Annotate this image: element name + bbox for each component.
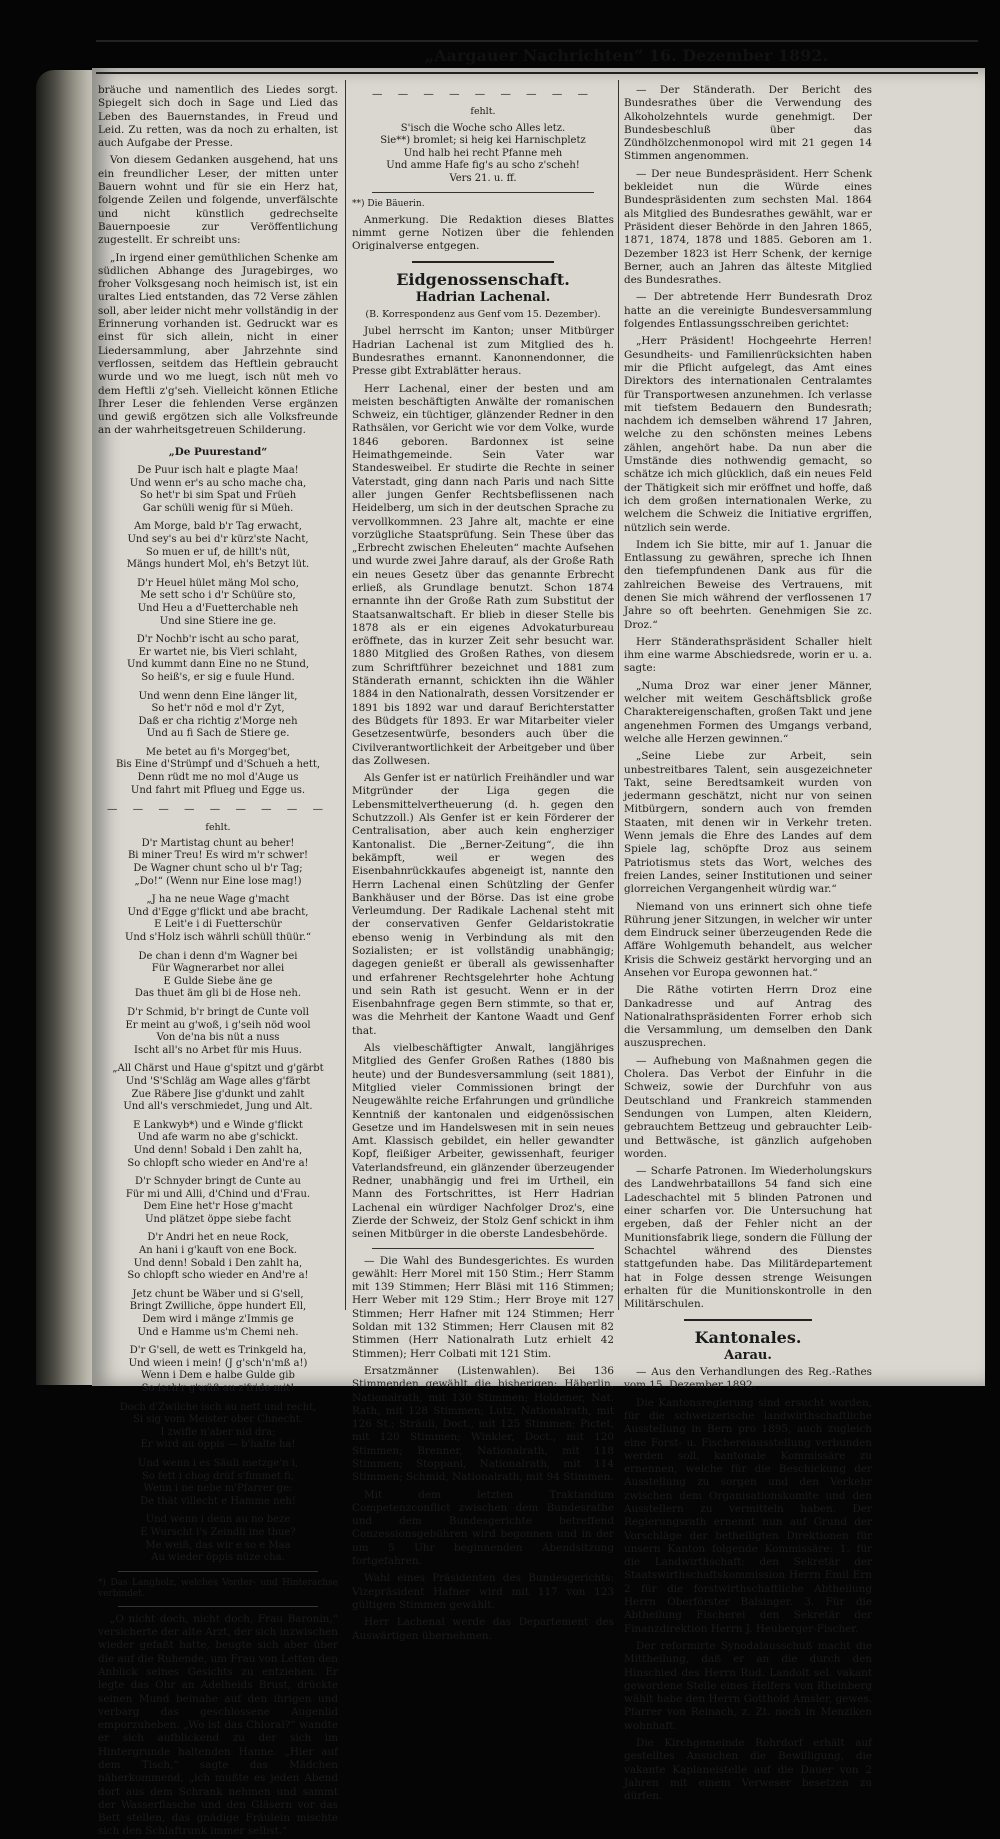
poem-stanza: D'r Nochb'r ischt au scho parat, Er wartet nie, bis Vieri schlaht, Und kummt dann Eine no ne Stund, So heiß's, er sig e fuule Hund. [126, 634, 310, 683]
editorial-note: Anmerkung. Die Redaktion dieses Blattes nimmt gerne Notizen über die fehlenden Originalverse entgegen. [352, 213, 614, 253]
header-title: „Aargauer Nachrichten“ 16. Dezember 1892. [424, 46, 828, 65]
paragraph: Herr Lachenal, einer der besten und am meisten beschäftigten Anwälte der romanischen Schweiz, ein tüchtiger, glänzender Redner in den Rathsälen, vor Gericht wie vor dem Volke, wurde 1846 geboren. Bardonnex ist seine Heimathgemeinde. Sein Vater war Standesweibel. Er studirte die Rechte in seiner Vaterstadt, ging dann nach Paris und nach Sitte aller jungen Genfer Rechtsbeflissenen nach Heidelberg, um sich in der deutschen Sprache zu vervollkommnen. 23 Jahre alt, machte er eine vorzügliche Staatsprüfung. Sein These über das „Erbrecht zwischen Eheleuten“ machte Aufsehen und wurde zwei Jahre darauf, als der Große Rath ein neues Gesetz über das genannte Erbrecht erließ, als Grundlage benutzt. Schon 1874 ernannte ihn der Große Rath zum Substitut der Staatsanwaltschaft. Er blieb in dieser Stelle bis 1878 als er ein eigenes Advokaturbureau eröffnete, das in kurzer Zeit sehr besucht war. 1880 Mitglied des Großen Rathes, von diesem zum Schriftführer bezeichnet und 1881 zum Ständerath ernannt, schickten ihn die Wähler 1884 in den Nationalrath, dessen Vorsitzender er 1891 bis 1892 war und darauf Berichterstatter des Büdgets für 1893. Er war Mitarbeiter vieler Gesetzesentwürfe, besonders auch über die Civilverantwortlichkeit der Arbeitgeber und über das Zollwesen. [352, 382, 614, 767]
separator-line [118, 1571, 318, 1572]
paragraph: „In irgend einer gemüthlichen Schenke am südlichen Abhange des Juragebirges, wo froher Volksgesang noch heimisch ist, ist ein uraltes Lied entstanden, das 72 Verse zählen soll, aber leider nicht mehr vollständig in der Erinnerung vorhanden ist. Gedruckt war es einst für sich allein, nicht in einer Liedersammlung, aber Jahrzehnte sind verflossen, seitdem das Heftlein gebraucht wurde und wo me luegt, isch nüt meh vo dem Heftli z'g'seh. Vielleicht können Etliche Ihrer Leser die fehlenden Verse ergänzen und gewiß ergötzen sich alle Volksfreunde an der wahrheitsgetreuen Schilderung. [98, 251, 338, 437]
omission-dashes: — — — — — — — — — [107, 803, 329, 816]
article-byline: (B. Korrespondenz aus Genf vom 15. Dezember). [365, 309, 601, 321]
poem-stanza: D'r Andri het en neue Rock, An hani i g'kauft von ene Bock. Und denn! Sobald i Den zahlt ha, So chlopft scho wieder en And're a! [127, 1232, 309, 1282]
paragraph: Als Genfer ist er natürlich Freihändler und war Mitgründer der Liga gegen die Lebensmittelvertheuerung (d. h. gegen den Schutzzoll.) Als Genfer ist er kein Förderer der Centralisation, aber auch kein engherziger Kantonalist. Die „Berner-Zeitung“, die ihn bekämpft, weil er wegen des Eisenbahnrückkaufes abgeneigt ist, nannte den Herrn Lachenal einen Schützling der Genfer Bankhäuser und der Börse. Das ist eine grobe Verleumdung. Der Radikale Lachenal steht mit der conservativen Genfer Geldaristokratie ebenso wenig in Verbindung als mit den Sozialisten; er ist vollständig unabhängig; dagegen genießt er überall als gewissenhafter und erfahrener Rechtsgelehrter hohe Achtung und sein Rath ist gesucht. Wenn er in der Eisenbahnfrage gegen Bern stimmte, so that er, was die Mehrheit der Kantone Waadt und Genf that. [352, 772, 614, 1037]
paragraph: — Aufhebung von Maßnahmen gegen die Cholera. Das Verbot der Einfuhr in die Schweiz, sowie der Durchfuhr von aus Deutschland und Frankreich stammenden Sendungen von Lumpen, alten Kleidern, gebrauchtem Bettzeug und gebrauchter Leib- und Bettwäsche, ist gänzlich aufgehoben worden. [624, 1054, 872, 1160]
poem-stanza: D'r G'sell, de wett es Trinkgeld ha, Und wieen i mein! (J g'sch'n'mß a!) Wenn i Dem e halbe Gulde gib So isch'r g'wüß au z'fride mit! [128, 1345, 308, 1395]
poem-stanza: D'r Schmid, b'r bringt de Cunte voll Er meint au g'woß, i g'seih nöd wool Von de'na bis nüt a nuss Ischt all's no Arbet für mis Huus. [125, 1006, 311, 1056]
paragraph: Herr Ständerathspräsident Schaller hielt ihm eine warme Abschiedsrede, worin er u. a. sagte: [624, 635, 872, 675]
paragraph: Indem ich Sie bitte, mir auf 1. Januar die Entlassung zu gewähren, spreche ich Ihnen den tiefempfundenen Dank aus für die zahlreichen Beweise des Vertrauens, mit denen Sie mich während der verflossenen 17 Jahre so oft beehrten. Genehmigen Sie zc. Droz.“ [624, 538, 872, 631]
omission-note: fehlt. [470, 106, 496, 118]
paragraph: — Aus den Verhandlungen des Reg.-Rathes vom 15. Dezember 1892. [624, 1366, 872, 1392]
footnote: *) Das Langholz, welches Vorder- und Hinterachse verbindet. [98, 1577, 338, 1599]
section-rule [412, 261, 554, 263]
feuilleton-text: „O nicht doch, nicht doch, Frau Baronin,“ versicherte der alte Arzt, der sich inzwischen wieder gefaßt hatte, beugte sich aber über die auf die Ruhende, um Frau von Letten den Anblick seines Gesichts zu entziehen. Er legte das Ohr an Adelheids Brust, drückte seinen Mund beinahe auf den ihrigen und verbarg das geschlossene Augenlid emporzuheben. „Wo ist das Chloral?“ wandte er sich aufblickend zu der sich im Hintergrunde haltenden Hanne. „Hier auf dem Tisch,“ sagte das Mädchen näherkommend, „ich mußte es jeden Abend dort aus dem Schrank nehmen und sammt der Wasserflasche und den Gläsern vor das Bett stellen, das gnädige Fräulein mischte sich den Schlaftrunk immer selbst.“ [98, 1612, 338, 1838]
paragraph: — Scharfe Patronen. Im Wiederholungskurs des Landwehrbataillons 54 fand sich eine Ladeschachtel mit 5 blinden Patronen und einer scharfen vor. Die Untersuchung hat ergeben, daß der Fehler nicht an der Munitionsfabrik liege, sondern die Füllung der Schachtel während des Dienstes stattgefunden habe. Das Militärdepartement hat in Folge dessen strenge Weisungen erhalten für die Munitionskontrolle in den Militärschulen. [624, 1165, 872, 1311]
poem-title: „De Puurestand“ [168, 445, 268, 458]
column-divider [618, 80, 619, 1310]
separator-line [372, 1248, 594, 1249]
poem-stanza: Am Morge, bald b'r Tag erwacht, Und sey's au bei d'r kürz'ste Nacht, So muen er uf, de hillt's nüt, Mängs hundert Mol, eh's Betzyt lüt. [126, 521, 310, 571]
paragraph: Wahl eines Präsidenten des Bundesgerichts: Vizepräsident Hafner wird mit 117 von 123 gültigen Stimmen gewählt. [352, 1572, 614, 1611]
paragraph: Der reformirte Synodalausschuß macht die Mittheilung, daß er an die durch den Hinschied des Herrn Rud. Landolt sel. vakant gewordene Stelle eines Helfers von Rheinberg wählt habe den Herrn Gotthold Amsler, gewes. Pfarrer von Reinach, z. Zt. noch in Menziken wohnhaft. [624, 1639, 872, 1732]
poem-stanza: D'r Schnyder bringt de Cunte au Für mi und Alli, d'Chind und d'Frau. Dem Eine het'r Hose g'macht Und plätzet öppe siebe facht [125, 1176, 311, 1225]
section-title: Kantonales. [694, 1328, 802, 1348]
poem-stanza: „All Chärst und Haue g'spitzt und g'gärbt Und 'S'Schläg am Wage alles g'färbt Zue Räbere Jise g'dunkt und zahlt Und all's verschmiedet, Jung und Alt. [112, 1063, 324, 1113]
poem-stanza: Und wenn denn Eine länger lit, So het'r nöd e mol d'r Zyt, Daß er cha richtig z'Morge neh Und au fi Sach de Stiere ge. [138, 690, 298, 740]
paragraph: Von diesem Gedanken ausgehend, hat uns ein freundlicher Leser, der mitten unter Bauern wohnt und für sie ein Herz hat, folgende Zeilen und folgende, unverfälschte und nicht künstlich gedrechselte Bauernpoesie zur Veröffentlichung zugestellt. Er schreibt uns: [98, 154, 338, 247]
separator-line [372, 192, 594, 193]
column-3 [624, 84, 872, 1803]
poem-stanza: D'r Heuel hület mäng Mol scho, Me sett scho i d'r Schüüre sto, Und Heu a d'Fuetterchable neh Und sine Stiere ine ge. [137, 577, 299, 627]
paragraph: Als vielbeschäftigter Anwalt, langjähriges Mitglied des Genfer Großen Rathes (1880 bis heute) und der Bundesversammlung (seit 1881), Mitglied vieler Commissionen bringt der Neugewählte reiche Erfahrungen und gründliche Kenntniß der kantonalen und eidgenössischen Gesetze und im Handelswesen mit in sein neues Amt. Klassisch gebildet, ein heller gewandter Kopf, fleißiger Arbeiter, gewissenhaft, feuriger Vaterlandsfreund, ein glänzender überzeugender Redner, unabhängig und frei im Urtheil, ein Mann des Fortschrittes, ist Herr Hadrian Lachenal ein würdiger Nachfolger Droz's, eine Zierde der Schweiz, der Stolz Genf schickt in ihm seinen Mitbürger in die oberste Landesbehörde. [352, 1042, 614, 1241]
separator-line [118, 1606, 318, 1607]
article-title: Hadrian Lachenal. [415, 289, 551, 305]
column-2 [352, 84, 614, 1642]
poem-stanza: D'r Martistag chunt au beher! Bi miner Treu! Es wird m'r schwer! De Wagner chunt scho ul b'r Tag; „Do!“ (Wenn nur Eine lose mag!) [127, 837, 309, 887]
paragraph: Ersatzmänner (Listenwahlen). Bei 136 Stimmenden gewählt die bisherigen: Häberlin, Nationalrath, mit 130 Stimmen; Holdener, Nat. Rath, mit 128 Stimmen; Lutz, Nationalrath, mit 126 St.; Sträuli, Doct., mit 125 Stimmen; Pictet, mit 120 Stimmen; Winkler, Doct., mit 120 Stimmen; Brenner, Nationalrath, mit 118 Stimmen; Stoppani, Nationalrath, mit 114 Stimmen; Schmid, Nationalrath, mit 94 Stimmen. [352, 1364, 614, 1484]
paragraph: Die Kirchgemeinde Rohrdorf erhält auf gestelltes Ansuchen die Bewilligung, die vakante Kaplaneistelle auf die Dauer von 2 Jahren mit einem Verweser besetzen zu dürfen. [624, 1737, 872, 1803]
paragraph: Die Räthe votirten Herrn Droz eine Dankadresse und auf Antrag des Nationalrathspräsidenten Forrer erhob sich die Versammlung, um demselben den Dank auszusprechen. [624, 984, 872, 1050]
paragraph: „Numa Droz war einer jener Männer, welcher mit weitem Geschäftsblick große Charaktereigenschaften, großen Takt und jene angenehmen Formen des Umgangs verband, welche alle Herzen gewinnen.“ [624, 679, 872, 745]
paragraph: „Herr Präsident! Hochgeehrte Herren! Gesundheits- und Familienrücksichten haben mir die Pflicht aufgelegt, das Amt eines Direktors des internationalen Centralamtes für Transportwesen anzunehmen. Ich verlasse mit tiefstem Bedauern den Bundesrath; nachdem ich demselben während 17 Jahren, welche zu den schönsten meines Lebens zählen, angehört habe. Da nun aber die Umstände dies nothwendig gemacht, so schätze ich mich glücklich, daß ein neues Feld der Thätigkeit sich mir eröffnet und hoffe, daß ich dem großen internationalen Werke, zu welchem die Schweiz die Initiative ergriffen, nützlich sein werde. [624, 335, 872, 534]
poem-stanza: „J ha ne neue Wage g'macht Und d'Egge g'flickt und abe bracht, E Leit'e i di Fuetterschür Und s'Holz isch währli schüll thüür.“ [124, 894, 312, 944]
paragraph: — Der neue Bundespräsident. Herr Schenk bekleidet nun die Würde eines Bundespräsidenten zum sechsten Mal. 1864 als Mitglied des Bundesrathes gewählt, war er Präsident dieser Behörde in den Jahren 1865, 1871, 1874, 1878 und 1885. Geboren am 1. Dezember 1823 ist Herr Schenk, der kernige Berner, auch an Jahren das älteste Mitglied des Bundesrathes. [624, 167, 872, 287]
paragraph: bräuche und namentlich des Liedes sorgt. Spiegelt sich doch in Sage und Lied das Leben des Bauernstandes, in Freud und Leid. Zu retten, was da noch zu erhalten, ist auch Aufgabe der Presse. [98, 84, 338, 150]
poem-stanza: Und wenn i es Säuli metzge'n i, So fett i chog drüf s'fimmet fi, Wenn i ne nebe m'Pfarrer ge: De thät villecht e Hamme neh! [137, 1457, 299, 1507]
paragraph: — Der abtretende Herr Bundesrath Droz hatte an die vereinigte Bundesversammlung folgendes Entlassungsschreiben gerichtet: [624, 291, 872, 331]
paragraph: Mit dem letzten Traktandum Competenzconflict zwischen dem Bundesrathe und dem Bundesgerichte betreffend Conzessionsgebühren wird begonnen und in der um 5 Uhr beginnenden Abendsitzung fortgefahren. [352, 1488, 614, 1568]
column-1 [98, 84, 338, 1838]
paragraph: Herr Lachenal werde das Departement des Auswärtigen übernehmen. [352, 1616, 614, 1642]
poem-stanza: Jetz chunt be Wäber und si G'sell, Bringt Zwilliche, öppe hundert Ell, Dem wird i mänge z'Immis ge Und e Hamme us'm Chemi neh. [129, 1288, 307, 1338]
column-divider [345, 80, 346, 1310]
section-rule [684, 1319, 812, 1321]
paragraph: — Der Ständerath. Der Bericht des Bundesrathes über die Verwendung des Alkoholzehntels wurde genehmigt. Der Bundesbeschluß über das Zündhölzchenmonopol wird mit 21 gegen 14 Stimmen angenommen. [624, 84, 872, 163]
omission-dashes: — — — — — — — — — [372, 88, 594, 100]
poem-stanza: Doch d'Zwilche isch au nett und recht, Si sig vom Meister ober Chnecht. I zwifle n'aber nid dra; Er wird au öppis — b'halte ha! [119, 1401, 317, 1451]
poem-stanza: Me betet au fi's Morgeg'bet, Bis Eine d'Strümpf und d'Schueh a hett, Denn rüdt me no mol d'Auge us Und fahrt mit Pflueg und Egge us. [115, 746, 321, 796]
book-spine-edge [36, 70, 96, 1385]
poem-stanza: De Puur isch halt e plagte Maa! Und wenn er's au scho mache cha, So het'r bi sim Spat und Früeh Gar schüli wenig für si Müeh. [129, 465, 307, 514]
paragraph: „Seine Liebe zur Arbeit, sein unbestreitbares Talent, sein ausgezeichneter Takt, seine Beredtsamkeit wurden von jedermann geschätzt, nicht nur von seinen Mitbürgern, sondern auch von fremden Staaten, mit denen wir in Verkehr treten. Wenn jemals die Ehre des Landes auf dem Spiele lag, schöpfte Droz aus seinem Patriotismus stets das Wort, welches des freien Landes, seiner Institutionen und seiner glorreichen Vergangenheit würdig war.“ [624, 750, 872, 896]
poem-stanza: E Lankwyb*) und e Winde g'flickt Und afe warm no abe g'schickt. Und denn! Sobald i Den zahlt ha, So chlopft scho wieder en And're a! [127, 1119, 309, 1169]
subsection-title: Aarau. [724, 1347, 772, 1363]
omission-note: fehlt. [205, 821, 231, 833]
poem-stanza: De chan i denn d'm Wagner bei Für Wagnerarbet nor allei E Gulde Siebe äne ge Das thuet äm gli bi de Hose neh. [134, 950, 302, 1000]
paragraph: Niemand von uns erinnert sich ohne tiefe Rührung jener Sitzungen, in welcher wir unter dem Eindruck seiner überzeugenden Rede die Affäre Wohlgemuth behandelt, aus welcher Krisis die Schweiz gestärkt hervorging und an Ansehen vor Europa gewonnen hat.“ [624, 900, 872, 979]
page-header [96, 40, 978, 74]
paragraph: Jubel herrscht im Kanton; unser Mitbürger Hadrian Lachenal ist zum Mitglied des h. Bundesrathes ernannt. Kanonnendonner, die Presse gibt Extrablätter heraus. [352, 325, 614, 378]
footnote: **) Die Bäuerin. [352, 198, 425, 209]
poem-stanza: S'isch die Woche scho Alles letz. Sie**) bromlet; si heig kei Harnischpletz Und halb hei recht Pfanne meh Und amme Hafe fig's au scho z'scheh! Vers 21. u. ff. [380, 122, 586, 184]
paragraph: — Die Wahl des Bundesgerichtes. Es wurden gewählt: Herr Morel mit 150 Stim.; Herr Stamm mit 139 Stimmen; Herr Bläsi mit 116 Stimmen; Herr Weber mit 129 Stim.; Herr Broye mit 127 Stimmen; Herr Hafner mit 124 Stimmen; Herr Soldan mit 132 Stimmen; Herr Clausen mit 82 Stimmen (Herr Nationalrath Lutz erhielt 42 Stimmen); Herr Colbati mit 121 Stim. [352, 1254, 614, 1360]
poem-stanza: Und wenn i denn au no beze E Wurscht i's Zeindli ine thue? Me weiß, das wir e so e Maa Au wieder öppis nüze cha. [140, 1514, 296, 1564]
section-title: Eidgenossenschaft. [396, 270, 570, 290]
paragraph: Die Kantonsregierung sind ersucht worden, für die schweizerische landwirthschaftliche Ausstellung in Bern pro 1895, auch zugleich eine Forst- u. Fischereiausstellung verbunden werden soll, kantonale Kommissäre zu ernennen, welche für die Beschickung der Ausstellung zu sorgen und den Verkehr zwischen dem Organisationskomite und den Ausstellern zu vermitteln haben. Der Regierungsrath ernennt nun auf Grund der Vorschläge der betheiligten Direktionen für unsern Kanton folgende Kommissäre: 1. für die Landwirthschaft: den Sekretär der Staatswirthschaftskommission Herrn Emil Ern 2 für die forstwirthschaftliche Abtheilung Herrn Oberförster Balsinger. 3. Für die Abtheilung Fischerei den Sekretär der Finanzdirektion Herrn J. Heuberger-Fischer. [624, 1396, 872, 1635]
